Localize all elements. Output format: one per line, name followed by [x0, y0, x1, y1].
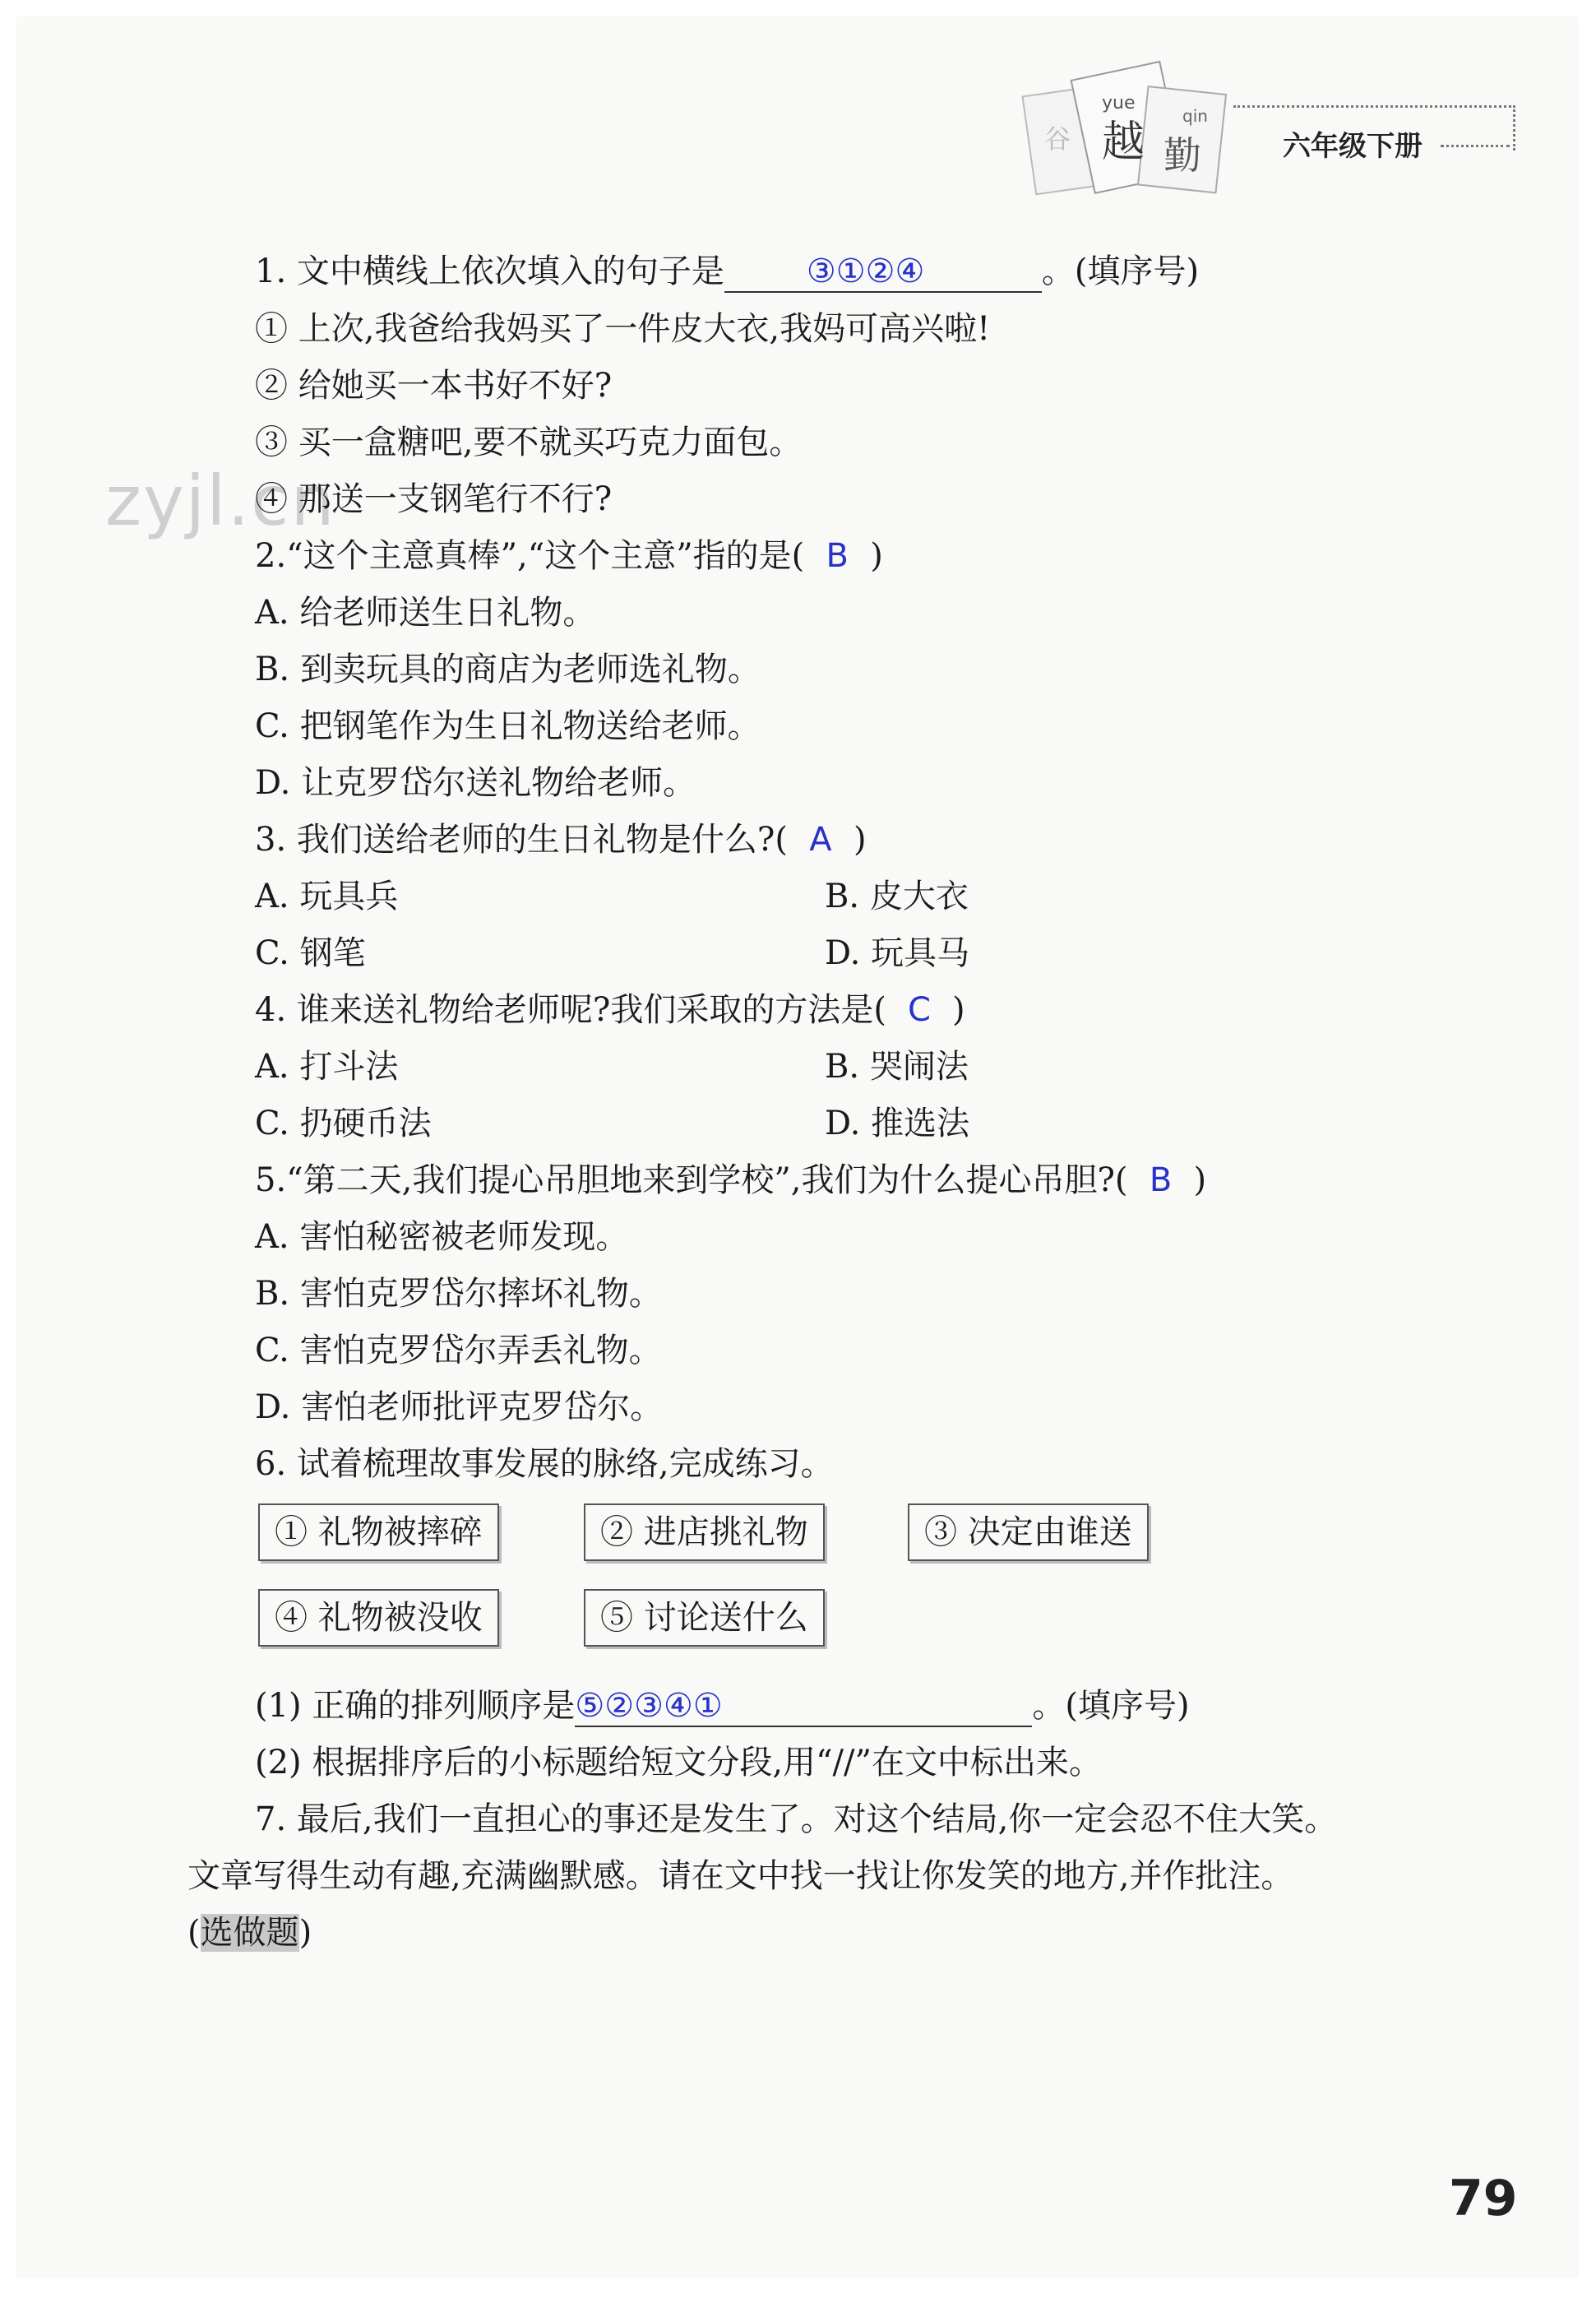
header-logo — [1020, 58, 1233, 206]
q6-box-5: ⑤ 讨论送什么 — [584, 1589, 825, 1647]
q4-line — [255, 989, 965, 1031]
logo-pinyin-1: yue — [1102, 93, 1136, 114]
q1-blank[interactable] — [724, 255, 1042, 293]
q1-item-3: ③ 买一盒糖吧,要不就买巧克力面包。 — [255, 424, 803, 461]
q1-answer: ③①②④ — [806, 253, 925, 290]
q3-close: ) — [853, 821, 867, 859]
watermark: zyjl.cn — [105, 461, 336, 541]
q2-close: ) — [870, 537, 883, 575]
q5-line — [255, 1159, 1206, 1202]
q2-option-d: D. 让克罗岱尔送礼物给老师。 — [255, 764, 696, 802]
q6-sub1-prompt: (1) 正确的排列顺序是 — [255, 1687, 576, 1725]
q7-paren-close: ) — [298, 1914, 312, 1952]
q3-option-c: C. 钢笔 — [255, 934, 366, 972]
q3-line — [255, 818, 867, 861]
header-dots — [1441, 145, 1510, 147]
q6-sub1-blank[interactable] — [575, 1689, 1032, 1727]
q6-box-1: ① 礼物被摔碎 — [258, 1503, 499, 1561]
q1-suffix: 。(填序号) — [1041, 253, 1200, 290]
q5-option-d: D. 害怕老师批评克罗岱尔。 — [255, 1388, 664, 1426]
q3-option-b: B. 皮大衣 — [825, 878, 969, 915]
q6-box-2: ② 进店挑礼物 — [584, 1503, 825, 1561]
q1-line — [255, 250, 1199, 293]
q4-answer: C — [907, 991, 931, 1029]
q2-prompt: 2.“这个主意真棒”,“这个主意”指的是( — [255, 537, 805, 575]
q3-option-a: A. 玩具兵 — [255, 878, 399, 915]
q3-answer-slot[interactable] — [788, 818, 854, 861]
q5-answer-slot[interactable] — [1128, 1159, 1194, 1202]
logo-pinyin-2: qin — [1182, 106, 1208, 126]
q3-answer: A — [809, 821, 832, 859]
q1-prompt: 1. 文中横线上依次填入的句子是 — [255, 253, 724, 290]
logo-char-2: 越 — [1102, 118, 1145, 167]
q3-option-d: D. 玩具马 — [825, 934, 970, 972]
q7-optional-tag: 选做题 — [200, 1914, 299, 1952]
logo-char-3: 勤 — [1163, 133, 1201, 178]
q6-sub1-suffix: 。(填序号) — [1032, 1687, 1190, 1725]
q4-option-c: C. 扔硬币法 — [255, 1105, 432, 1142]
q1-item-2: ② 给她买一本书好不好? — [255, 367, 613, 405]
q5-option-b: B. 害怕克罗岱尔摔坏礼物。 — [255, 1275, 662, 1313]
grade-label: 六年级下册 — [1283, 130, 1423, 163]
q4-close: ) — [951, 991, 965, 1029]
logo-char-1: 谷 — [1044, 123, 1071, 155]
q2-answer: B — [826, 537, 849, 575]
q2-option-b: B. 到卖玩具的商店为老师选礼物。 — [255, 651, 761, 688]
q4-prompt: 4. 谁来送礼物给老师呢?我们采取的方法是( — [255, 991, 886, 1029]
q6-prompt: 6. 试着梳理故事发展的脉络,完成练习。 — [255, 1445, 834, 1483]
q2-line — [255, 535, 883, 577]
q7-line-3 — [187, 1911, 312, 1954]
q5-option-a: A. 害怕秘密被老师发现。 — [255, 1218, 629, 1256]
q5-close: ) — [1193, 1161, 1207, 1199]
q6-box-3: ③ 决定由谁送 — [908, 1503, 1149, 1561]
q1-item-4: ④ 那送一支钢笔行不行? — [255, 480, 613, 518]
q2-answer-slot[interactable] — [804, 535, 870, 577]
q2-option-c: C. 把钢笔作为生日礼物送给老师。 — [255, 707, 761, 745]
q5-option-c: C. 害怕克罗岱尔弄丢礼物。 — [255, 1332, 662, 1369]
q6-sub1-answer: ⑤②③④① — [575, 1687, 723, 1725]
q7-paren-open: ( — [187, 1914, 201, 1952]
q6-sub2: (2) 根据排序后的小标题给短文分段,用“//”在文中标出来。 — [255, 1744, 1102, 1781]
q4-option-b: B. 哭闹法 — [825, 1048, 969, 1086]
q7-line-2: 文章写得生动有趣,充满幽默感。请在文中找一找让你发笑的地方,并作批注。 — [187, 1857, 1294, 1895]
q5-answer: B — [1149, 1161, 1173, 1199]
q5-prompt: 5.“第二天,我们提心吊胆地来到学校”,我们为什么提心吊胆?( — [255, 1161, 1128, 1199]
q3-prompt: 3. 我们送给老师的生日礼物是什么?( — [255, 821, 788, 859]
q4-option-d: D. 推选法 — [825, 1105, 970, 1142]
q6-sub1-line — [255, 1684, 1190, 1727]
q6-box-4: ④ 礼物被没收 — [258, 1589, 499, 1647]
q7-line-1: 7. 最后,我们一直担心的事还是发生了。对这个结局,你一定会忍不住大笑。 — [255, 1800, 1338, 1838]
q4-answer-slot[interactable] — [886, 989, 952, 1031]
q4-option-a: A. 打斗法 — [255, 1048, 399, 1086]
q2-option-a: A. 给老师送生日礼物。 — [255, 594, 596, 632]
q1-item-1: ① 上次,我爸给我妈买了一件皮大衣,我妈可高兴啦! — [255, 310, 991, 348]
page-number: 79 — [1449, 2170, 1518, 2227]
